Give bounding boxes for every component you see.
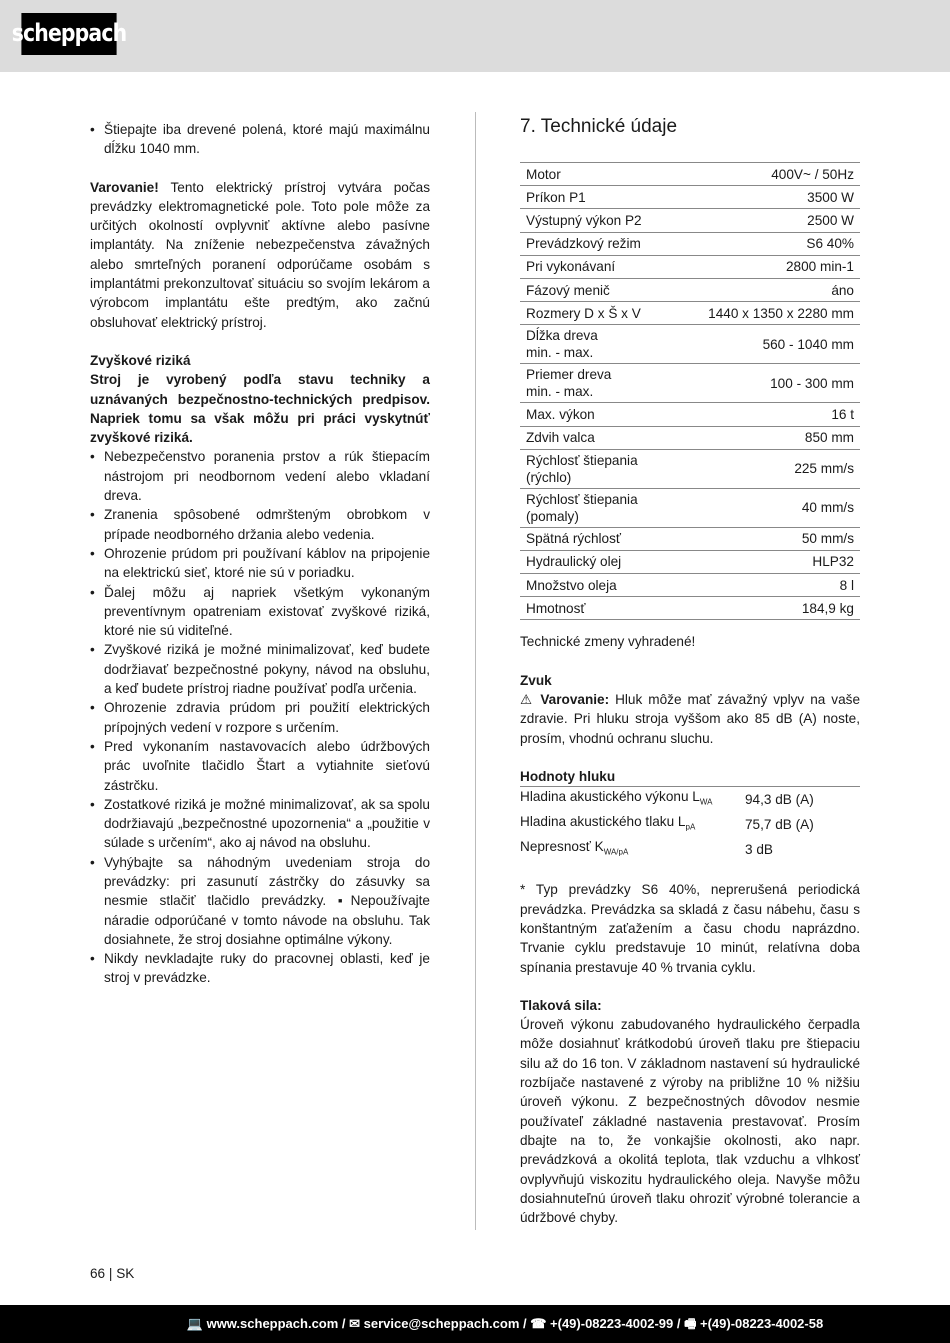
page-header — [0, 0, 950, 72]
spec-row — [520, 364, 860, 403]
spec-row — [520, 278, 860, 301]
spec-label: Rýchlosť štiepania (pomaly) — [520, 488, 672, 527]
spec-label: Pri vykonávaní — [520, 255, 672, 278]
spec-table — [520, 162, 860, 620]
emf-warning: Varovanie! Tento elektrický prístroj vytvára počas prevádzky elektromagnetické pole. Toto pole môže za určitých okolností ovplyvniť aktívne alebo pasívne implantáty. Na zníženie nebezpečenstva závažných alebo smrteľných poranení odporúčame osobám s implantátmi prekonzultovať situáciu so svojím lekárom a výrobcom implantátu ešte predtým, ako začnú obsluhovať elektrický prístroj. — [90, 179, 430, 330]
spec-row — [520, 325, 860, 364]
spec-value: 225 mm/s — [672, 449, 860, 488]
spec-row — [520, 232, 860, 255]
list-item: • Nebezpečenstvo poranenia prstov a rúk štiepacím nástrojom pri neodbornom vedení alebo vkladaní dreva. — [90, 447, 430, 505]
spec-row — [520, 488, 860, 527]
spec-row — [520, 426, 860, 449]
noise-title: Hodnoty hluku — [520, 768, 616, 784]
noise-label: Hladina akustického tlaku $L_{pA}$ — [520, 813, 696, 832]
spec-row — [520, 302, 860, 325]
spec-label: Výstupný výkon P2 — [520, 209, 672, 232]
spec-value: 560 - 1040 mm — [672, 325, 860, 364]
spec-label: Zdvih valca — [520, 426, 672, 449]
residual-risks-title: Zvyškové riziká — [90, 352, 191, 368]
spec-row — [520, 209, 860, 232]
force-title: Tlaková sila: — [520, 997, 602, 1013]
list-item: • Vyhýbajte sa náhodným uvedeniam stroja do prevádzky: pri zasunutí zástrčky do zásuvky sa nesmie stlačiť tlačidlo prevádzky. ▪Nepoužívajte náradie odporúčané v tomto návode na obsluhu. Tak dosiahnete, že stroj dosiahne optimálne výkony. — [90, 853, 430, 949]
spec-label: Fázový menič — [520, 278, 672, 301]
spec-value: 40 mm/s — [672, 488, 860, 527]
noise-table — [520, 786, 860, 861]
spec-label: Hmotnosť — [520, 597, 672, 620]
spec-label: Max. výkon — [520, 403, 672, 426]
residual-risks-list — [90, 447, 430, 987]
right-column — [520, 114, 860, 1246]
spec-row — [520, 163, 860, 186]
spec-value: 16 t — [672, 403, 860, 426]
spec-value: 184,9 kg — [672, 597, 860, 620]
spec-value: 1440 x 1350 x 2280 mm — [672, 302, 860, 325]
spec-label: Priemer dreva min. - max. — [520, 364, 672, 403]
spec-value: 50 mm/s — [672, 527, 860, 550]
noise-row — [520, 837, 860, 862]
residual-risks-intro: Stroj je vyrobený podľa stavu techniky a uznávaných bezpečnostno-technických predpisov. Napriek tomu sa však môžu pri práci vyskytnúť zvyškové riziká. — [90, 372, 430, 446]
spec-row — [520, 597, 860, 620]
scheppach-logo: scheppach — [21, 13, 116, 55]
section-title: 7. Technické údaje — [520, 116, 678, 137]
spec-row — [520, 186, 860, 209]
spec-value: S6 40% — [672, 232, 860, 255]
noise-row — [520, 812, 860, 837]
list-item: • Ďalej môžu aj napriek všetkým vykonaným preventívnym opatreniam existovať zvyškové riziká, ktoré nie sú viditeľné. — [90, 583, 430, 641]
spec-label: Množstvo oleja — [520, 574, 672, 597]
spec-row — [520, 550, 860, 573]
spec-value: HLP32 — [672, 550, 860, 573]
page-number: 66 | SK — [90, 1266, 135, 1281]
footer-contact: 💻 www.scheppach.com / ✉ service@scheppach.com / ☎ +(49)-08223-4002-99 / 🖷 +(49)-08223-4002-58 — [0, 1305, 950, 1343]
noise-row — [520, 787, 860, 812]
spec-row — [520, 403, 860, 426]
spec-label: Prevádzkový režim — [520, 232, 672, 255]
force-text: Úroveň výkonu zabudovaného hydraulického čerpadla môže dosiahnuť krátkodobú úroveň tlaku pre štiepaciu silu až do 16 ton. V základnom nastavení sú hydraulické rozbíjače nastavené z výroby na približne 10 % nižšiu úroveň výkonu. Z bezpečnostných dôvodov nesmie používateľ základné nastavenia prestavovať. Prosím dbajte na to, že vonkajšie okolnosti, ako napr. prevádzková a okolitá teplota, tlak vzduchu a vlhkosť ovplyvňujú viskozitu hydraulického oleja. Navyše môžu dosiahnuteľnú úroveň tlaku ohroziť výrobné tolerancie a údržbové chyby. — [520, 1017, 860, 1226]
spec-value: 2800 min-1 — [672, 255, 860, 278]
spec-label: Spätná rýchlosť — [520, 527, 672, 550]
list-item: • Nikdy nevkladajte ruky do pracovnej oblasti, keď je stroj v prevádzke. — [90, 949, 430, 988]
spec-label: Hydraulický olej — [520, 550, 672, 573]
spec-value: 2500 W — [672, 209, 860, 232]
spec-label: Príkon P1 — [520, 186, 672, 209]
spec-row — [520, 449, 860, 488]
list-item: • Ohrozenie zdravia prúdom pri použití elektrických prípojných vedení v rozpore s určením. — [90, 698, 430, 737]
spec-label: Rozmery D x Š x V — [520, 302, 672, 325]
spec-label: Dĺžka dreva min. - max. — [520, 325, 672, 364]
spec-value: 3500 W — [672, 186, 860, 209]
noise-value: 94,3 dB (A) — [745, 787, 860, 812]
noise-value: 75,7 dB (A) — [745, 816, 814, 832]
spec-value: 400V~ / 50Hz — [672, 163, 860, 186]
spec-value: 100 - 300 mm — [672, 364, 860, 403]
spec-value: 8 l — [672, 574, 860, 597]
s6-note: * Typ prevádzky S6 40%, neprerušená periodická prevádzka. Prevádzka sa skladá z času nábehu, času s konštantným zaťažením a času chodu naprázdno. Trvanie cyklu predstavuje 10 minút, relatívna doba spínania prestavuje 40 % trvania cyklu. — [520, 882, 860, 975]
noise-label: Hladina akustického výkonu $L_{WA}$ — [520, 787, 745, 812]
warning-icon: ⚠ — [520, 692, 541, 708]
spec-label: Motor — [520, 163, 672, 186]
list-item: • Zvyškové riziká je možné minimalizovať, keď budete dodržiavať bezpečnostné pokyny, návod na obsluhu, a keď budete prístroj riadne používať podľa určenia. — [90, 640, 430, 698]
noise-value: 3 dB — [745, 841, 773, 857]
noise-label: Nepresnosť $K_{WA/pA}$ — [520, 838, 629, 857]
list-item: • Zranenia spôsobené odmršteným obrobkom v prípade neodborného držania alebo vedenia. — [90, 505, 430, 544]
list-item: • Ohrozenie prúdom pri používaní káblov na pripojenie na elektrickú sieť, ktoré nie sú v poriadku. — [90, 544, 430, 583]
spec-row — [520, 255, 860, 278]
left-column — [90, 120, 430, 988]
tech-changes-note: Technické zmeny vyhradené! — [520, 634, 696, 650]
spec-row — [520, 527, 860, 550]
spec-value: 850 mm — [672, 426, 860, 449]
list-item: • Štiepajte iba drevené polená, ktoré majú maximálnu dĺžku 1040 mm. — [90, 120, 430, 159]
spec-value: áno — [672, 278, 860, 301]
column-divider — [475, 112, 476, 1230]
spec-label: Rýchlosť štiepania (rýchlo) — [520, 449, 672, 488]
spec-row — [520, 574, 860, 597]
list-item: • Pred vykonaním nastavovacích alebo údržbových prác uvoľnite tlačidlo Štart a vytiahnite sieťovú zástrčku. — [90, 737, 430, 795]
sound-warning: ⚠ Varovanie: Hluk môže mať závažný vplyv na vaše zdravie. Pri hluku stroja vyššom ako 85 dB (A) noste, prosím, vhodnú ochranu sluchu. — [520, 692, 861, 746]
list-item: • Zostatkové riziká je možné minimalizovať, ak sa spolu dodržiavajú „bezpečnostné upozornenia“ a „použitie v súlade s určením“, ako aj návod na obsluhu. — [90, 795, 430, 853]
sound-title: Zvuk — [520, 672, 552, 688]
